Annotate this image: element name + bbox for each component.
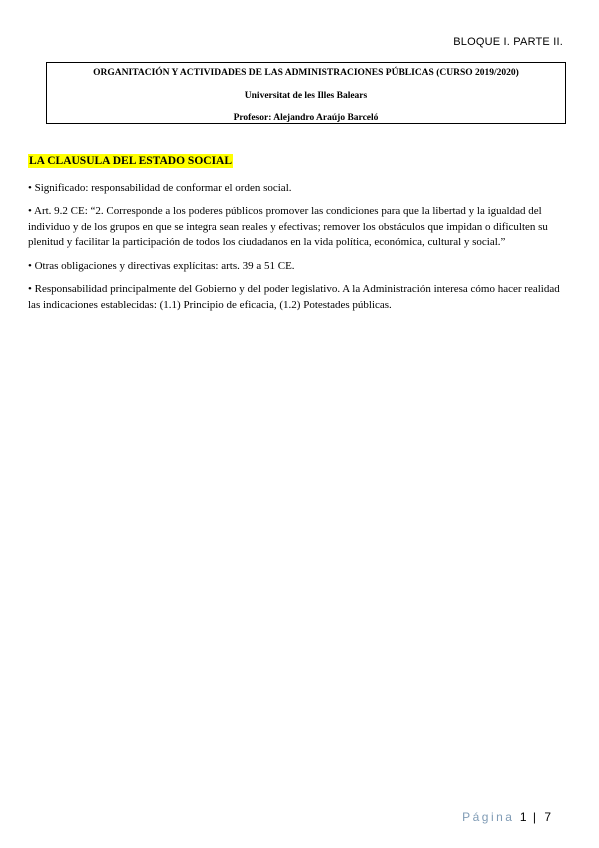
- bullet-paragraph-responsabilidad: • Responsabilidad principalmente del Gobierno y del poder legislativo. A la Administración interesa cómo hacer realidad las indicaciones establecidas: (1.1) Principio de eficacia, (1.2) Potestades públicas.: [28, 283, 560, 311]
- section-heading: LA CLAUSULA DEL ESTADO SOCIAL: [29, 155, 233, 167]
- section-heading-wrapper: [28, 154, 563, 170]
- document-body: [28, 154, 563, 313]
- bullet-paragraph-significado: • Significado: responsabilidad de conformar el orden social.: [28, 181, 292, 194]
- total-pages: 7: [544, 810, 551, 824]
- course-title: ORGANITACIÓN Y ACTIVIDADES DE LAS ADMINISTRACIONES PÚBLICAS (CURSO 2019/2020): [93, 68, 519, 78]
- professor-name: Profesor: Alejandro Araújo Barceló: [233, 113, 379, 123]
- university-name: Universitat de les Illes Balears: [244, 91, 368, 101]
- bullet-paragraph-art-9-2: • Art. 9.2 CE: “2. Corresponde a los poderes públicos promover las condiciones para que la libertad y la igualdad del individuo y de los grupos en que se integra sean reales y efectivas; remover los obstáculos que impidan o dificulten su plenitud y facilitar la participación de todos los ciudadanos en la vida política, económica, cultural y social.”: [28, 205, 548, 248]
- bullet-paragraph-otras-obligaciones: • Otras obligaciones y directivas explícitas: arts. 39 a 51 CE.: [28, 259, 295, 272]
- page-separator: |: [532, 810, 536, 824]
- page-word: Página: [462, 810, 515, 824]
- course-info-box: [46, 62, 566, 124]
- page-number: 1: [519, 810, 527, 824]
- document-header-section-label: BLOQUE I. PARTE II.: [453, 36, 563, 48]
- page-footer: [462, 810, 551, 824]
